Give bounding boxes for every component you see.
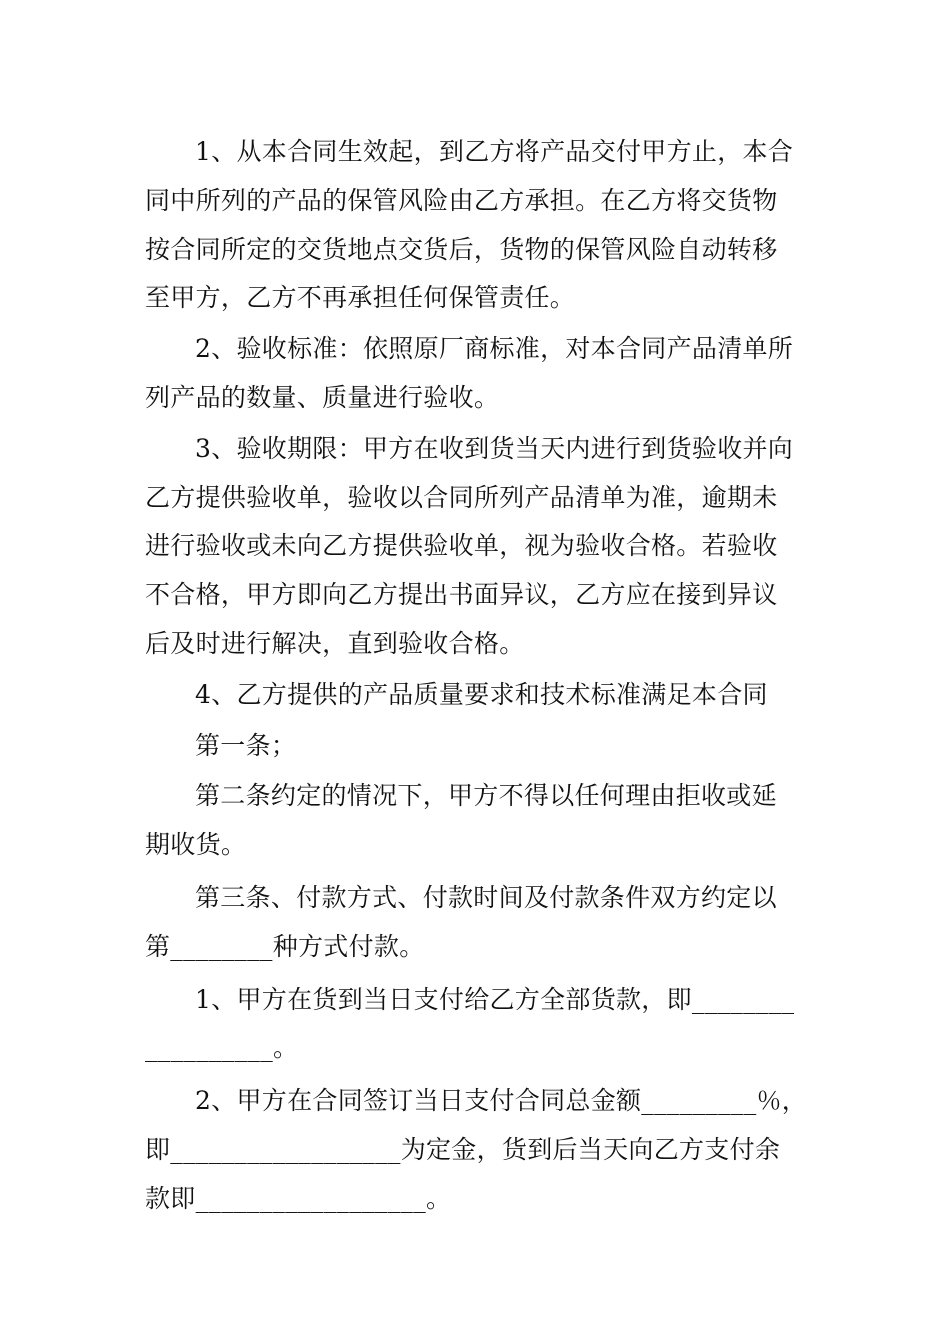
text-line: 1、甲方在货到当日支付给乙方全部货款，即________ bbox=[195, 984, 795, 1014]
text-line: 2、验收标准：依照原厂商标准，对本合同产品清单所 bbox=[195, 334, 794, 364]
text-line: 同中所列的产品的保管风险由乙方承担。在乙方将交货物 bbox=[145, 185, 778, 215]
text-line: 至甲方，乙方不再承担任何保管责任。 bbox=[145, 283, 576, 313]
text-line: 期收货。 bbox=[145, 830, 247, 860]
text-line: 3、验收期限：甲方在收到货当天内进行到货验收并向 bbox=[195, 433, 794, 463]
text-line: 第二条约定的情况下，甲方不得以任何理由拒收或延 bbox=[195, 781, 777, 811]
text-line: 第一条； bbox=[195, 730, 297, 760]
text-line: 第________种方式付款。 bbox=[145, 931, 425, 961]
text-line: 不合格，甲方即向乙方提出书面异议，乙方应在接到异议 bbox=[145, 580, 778, 610]
text-line: 第三条、付款方式、付款时间及付款条件双方约定以 bbox=[195, 882, 777, 912]
text-line: 2、甲方在合同签订当日支付合同总金额_________％， bbox=[195, 1086, 808, 1116]
contract-text bbox=[145, 128, 810, 1224]
text-line: __________。 bbox=[145, 1033, 299, 1063]
text-line: 款即__________________。 bbox=[145, 1183, 452, 1213]
text-line: 进行验收或未向乙方提供验收单，视为验收合格。若验收 bbox=[145, 531, 778, 561]
text-line: 4、乙方提供的产品质量要求和技术标准满足本合同 bbox=[195, 679, 768, 709]
text-line: 1、从本合同生效起，到乙方将产品交付甲方止，本合 bbox=[195, 137, 794, 166]
text-line: 按合同所定的交货地点交货后，货物的保管风险自动转移 bbox=[145, 234, 778, 264]
text-line: 即__________________为定金，货到后当天向乙方支付余 bbox=[145, 1134, 781, 1164]
text-line: 列产品的数量、质量进行验收。 bbox=[145, 382, 500, 412]
text-line: 乙方提供验收单，验收以合同所列产品清单为准，逾期未 bbox=[145, 482, 778, 512]
text-line: 后及时进行解决，直到验收合格。 bbox=[145, 628, 525, 658]
